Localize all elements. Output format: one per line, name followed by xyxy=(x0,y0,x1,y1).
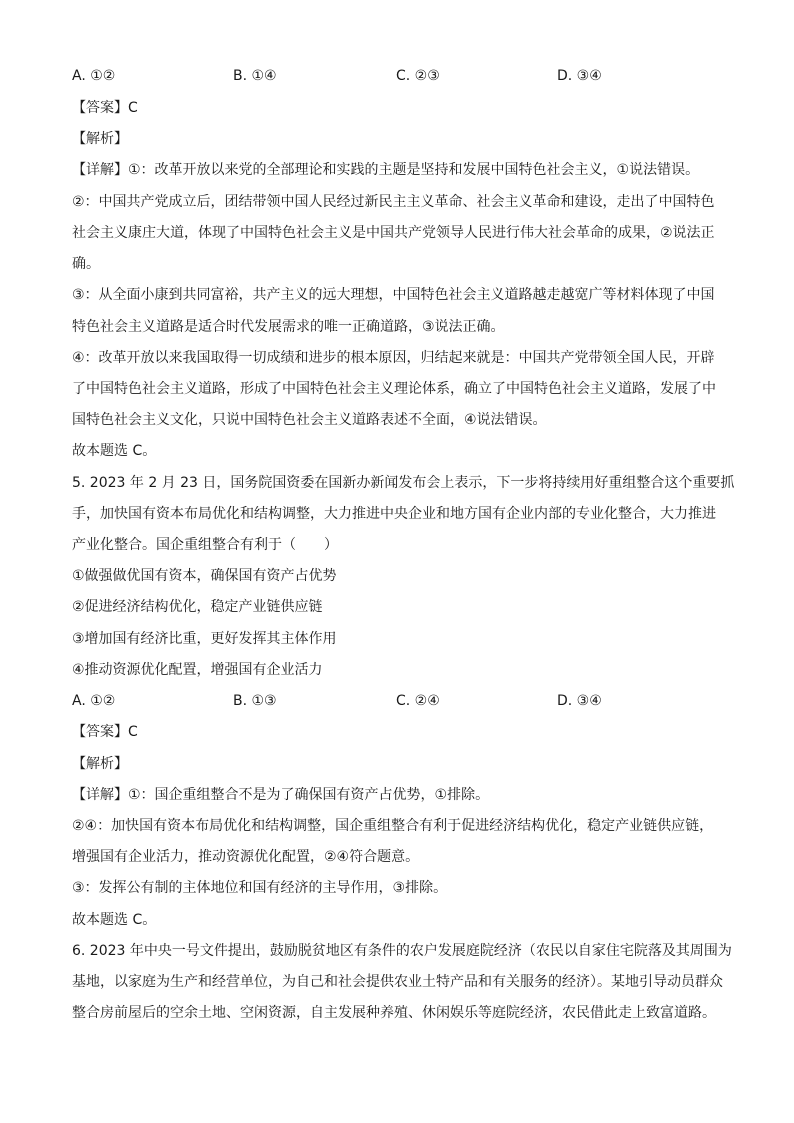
q5-answer: 【答案】C xyxy=(72,724,138,740)
q5-detail-line: 增强国有企业活力，推动资源优化配置，②④符合题意。 xyxy=(72,849,420,865)
q4-detail-line: 国特色社会主义文化，只说中国特色社会主义道路表述不全面，④说法错误。 xyxy=(72,412,547,428)
q5-detail-line: ②④：加快国有资本布局优化和结构调整，国企重组整合有利于促进经济结构优化，稳定产业链供应链， xyxy=(72,818,714,834)
q6-stem-line: 基地，以家庭为生产和经营单位，为自己和社会提供农业土特产品和有关服务的经济）。某地引导动员群众 xyxy=(72,974,723,990)
q5-option-a: A. ①② xyxy=(72,693,116,709)
q5-option-c: C. ②④ xyxy=(396,693,440,709)
q4-detail-line: ④：改革开放以来我国取得一切成绩和进步的根本原因，归结起来就是：中国共产党带领全国人民，开辟 xyxy=(72,350,715,366)
q4-detail-line: ③：从全面小康到共同富裕，共产主义的远大理想，中国特色社会主义道路越走越宽广等材料体现了中国 xyxy=(72,287,715,303)
q4-option-c: C. ②③ xyxy=(396,68,440,84)
q6-stem-line: 6. 2023 年中央一号文件提出，鼓励脱贫地区有条件的农户发展庭院经济（农民以自家住宅院落及其周围为 xyxy=(72,943,732,959)
q4-detail-line: 特色社会主义道路是适合时代发展需求的唯一正确道路，③说法正确。 xyxy=(72,319,505,335)
q5-stem-line: 5. 2023 年 2 月 23 日，国务院国资委在国新办新闻发布会上表示，下一步将持续用好重组整合这个重要抓 xyxy=(72,475,735,491)
q4-option-b: B. ①④ xyxy=(233,68,277,84)
q5-item: ①做强做优国有资本，确保国有资产占优势 xyxy=(72,568,337,584)
q5-item: ④推动资源优化配置，增强国有企业活力 xyxy=(72,662,323,678)
q4-option-a: A. ①② xyxy=(72,68,116,84)
q4-detail-line: 确。 xyxy=(72,256,100,272)
q5-stem-line: 手，加快国有资本布局优化和结构调整，大力推进中央企业和地方国有企业内部的专业化整合，大力推进 xyxy=(72,506,716,522)
q5-detail-line: 【详解】①：国企重组整合不是为了确保国有资产占优势，①排除。 xyxy=(72,787,490,803)
q5-detail-line: ③：发挥公有制的主体地位和国有经济的主导作用，③排除。 xyxy=(72,880,448,896)
q4-conclusion: 故本题选 C。 xyxy=(72,443,157,459)
q4-detail-line: 了中国特色社会主义道路，形成了中国特色社会主义理论体系，确立了中国特色社会主义道路，发展了中 xyxy=(72,381,716,397)
q5-item: ③增加国有经济比重，更好发挥其主体作用 xyxy=(72,631,337,647)
q5-option-b: B. ①③ xyxy=(233,693,277,709)
q5-conclusion: 故本题选 C。 xyxy=(72,912,157,928)
q4-detail-line: ②：中国共产党成立后，团结带领中国人民经过新民主主义革命、社会主义革命和建设，走出了中国特色 xyxy=(72,194,715,210)
q4-option-d: D. ③④ xyxy=(557,68,602,84)
q4-detail-line: 社会主义康庄大道，体现了中国特色社会主义是中国共产党领导人民进行伟大社会革命的成果，②说法正 xyxy=(72,225,715,241)
q5-item: ②促进经济结构优化，稳定产业链供应链 xyxy=(72,599,323,615)
q4-analysis-heading: 【解析】 xyxy=(72,131,128,147)
q4-detail-line: 【详解】①：改革开放以来党的全部理论和实践的主题是坚持和发展中国特色社会主义，①说法错误。 xyxy=(72,162,700,178)
q6-stem-line: 整合房前屋后的空余土地、空闲资源，自主发展种养殖、休闲娱乐等庭院经济，农民借此走上致富道路。 xyxy=(72,1005,716,1021)
q5-option-d: D. ③④ xyxy=(557,693,602,709)
q4-answer: 【答案】C xyxy=(72,100,138,116)
q5-stem-line: 产业化整合。国企重组整合有利于（ ） xyxy=(72,537,338,553)
q5-analysis-heading: 【解析】 xyxy=(72,756,128,772)
